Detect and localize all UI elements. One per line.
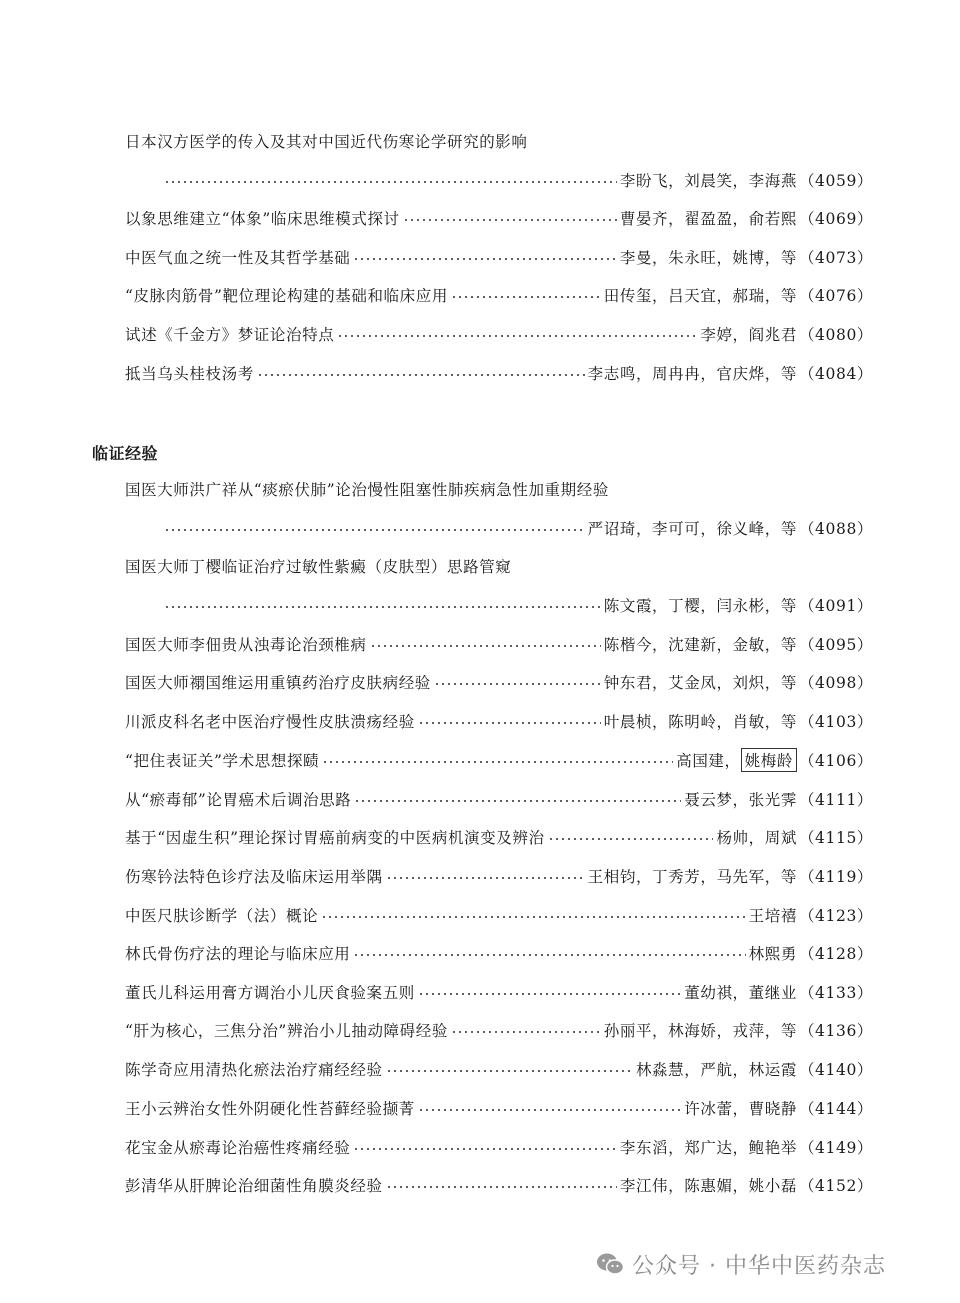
entry-title: “肝为核心，三焦分治”辨治小儿抽动障碍经验	[125, 1022, 448, 1040]
entry-authors: 李婷，阎兆君	[700, 326, 797, 344]
entry-title: 中医气血之统一性及其哲学基础	[125, 249, 351, 267]
entry-title: 林氏骨伤疗法的理论与临床应用	[125, 945, 351, 963]
entry-page: （4069）	[798, 210, 873, 228]
entry-authors: 林淼慧，严航，林运霞	[635, 1061, 797, 1079]
entry-page: （4152）	[798, 1177, 873, 1195]
toc-entry[interactable]	[125, 280, 873, 310]
entry-page: （4106）	[798, 752, 873, 770]
leader-dots	[386, 877, 585, 879]
toc-entry[interactable]	[125, 203, 873, 233]
watermark-text: 公众号 · 中华中医药杂志	[632, 1253, 886, 1279]
entry-title: 彭清华从肝脾论治细菌性角膜炎经验	[125, 1177, 383, 1195]
leader-dots	[321, 916, 745, 918]
entry-page: （4059）	[798, 172, 873, 190]
entry-page: （4076）	[798, 287, 873, 305]
leader-dots	[370, 645, 601, 647]
entry-page: （4136）	[798, 1022, 873, 1040]
leader-dots	[353, 954, 745, 956]
entry-authors: 李江伟，陈惠媚，姚小磊	[619, 1177, 797, 1195]
leader-dots	[353, 258, 616, 260]
leader-dots	[418, 1109, 681, 1111]
leader-dots	[164, 606, 601, 608]
toc-entry[interactable]	[125, 745, 873, 775]
entry-title: 国医大师禤国维运用重镇药治疗皮肤病经验	[125, 674, 431, 692]
toc-entry[interactable]	[125, 706, 873, 736]
leader-dots	[164, 529, 585, 531]
entry-page: （4088）	[798, 520, 873, 538]
toc-entry[interactable]	[125, 1170, 873, 1200]
entry-authors: 李曼，朱永旺，姚博，等	[619, 249, 797, 267]
leader-dots	[322, 761, 673, 763]
entry-authors: 李盼飞，刘晨笑，李海燕	[619, 172, 797, 190]
entry-authors: 林熙勇	[748, 945, 797, 963]
entry-page: （4103）	[798, 713, 873, 731]
entry-page: （4111）	[798, 791, 873, 809]
leader-dots	[418, 722, 601, 724]
toc-entry[interactable]	[125, 861, 873, 891]
toc-entry[interactable]	[125, 1015, 873, 1045]
toc-entry-continuation[interactable]	[161, 165, 873, 195]
watermark	[596, 1246, 886, 1282]
leader-dots	[403, 219, 617, 221]
section-heading: 临证经验	[92, 443, 159, 463]
leader-dots	[386, 1186, 617, 1188]
highlighted-author: 姚梅龄	[741, 748, 797, 772]
toc-entry[interactable]	[125, 1093, 873, 1123]
entry-title: 国医大师洪广祥从“痰瘀伏肺”论治慢性阻塞性肺疾病急性加重期经验	[125, 481, 609, 499]
entry-title: 董氏儿科运用膏方调治小儿厌食验案五则	[125, 984, 415, 1002]
entry-page: （4095）	[798, 636, 873, 654]
entry-title: 以象思维建立“体象”临床思维模式探讨	[125, 210, 400, 228]
entry-authors: 王相钧，丁秀芳，马先军，等	[587, 868, 797, 886]
entry-authors: 杨帅，周斌	[716, 829, 797, 847]
leader-dots	[451, 296, 601, 298]
toc-entry[interactable]	[125, 977, 873, 1007]
leader-dots	[257, 374, 585, 376]
entry-title: 伤寒钤法特色诊疗法及临床运用举隅	[125, 868, 383, 886]
leader-dots	[386, 1070, 633, 1072]
toc-entry[interactable]	[125, 667, 873, 697]
entry-authors: 钟东君，艾金凤，刘炽，等	[603, 674, 797, 692]
entry-page: （4140）	[798, 1061, 873, 1079]
toc-entry[interactable]	[125, 358, 873, 388]
toc-entry[interactable]	[125, 629, 873, 659]
entry-page: （4115）	[798, 829, 873, 847]
leader-dots	[548, 838, 714, 840]
toc-entry-continuation[interactable]	[161, 513, 873, 543]
entry-page: （4123）	[798, 907, 873, 925]
toc-entry[interactable]	[125, 319, 873, 349]
entry-page: （4073）	[798, 249, 873, 267]
toc-entry[interactable]	[125, 1054, 873, 1084]
entry-page: （4144）	[798, 1100, 873, 1118]
entry-authors: 聂云梦，张光霁	[684, 791, 797, 809]
entry-title: 陈学奇应用清热化瘀法治疗痛经经验	[125, 1061, 383, 1079]
entry-title: 中医尺肤诊断学（法）概论	[125, 907, 319, 925]
entry-authors: 王培禧	[748, 907, 797, 925]
entry-title: 从“瘀毒郁”论胃癌术后调治思路	[125, 791, 352, 809]
entry-authors: 董幼祺，董继业	[684, 984, 797, 1002]
toc-entry[interactable]	[125, 784, 873, 814]
entry-page: （4128）	[798, 945, 873, 963]
entry-title: 日本汉方医学的传入及其对中国近代伤寒论学研究的影响	[125, 133, 528, 151]
entry-authors: 陈文霞，丁樱，闫永彬，等	[603, 597, 797, 615]
entry-page: （4084）	[798, 365, 873, 383]
entry-authors: 高国建，	[676, 752, 741, 770]
entry-title: “皮脉肉筋骨”靶位理论构建的基础和临床应用	[125, 287, 448, 305]
leader-dots	[164, 181, 617, 183]
entry-authors: 李东滔，郑广达，鲍艳举	[619, 1139, 797, 1157]
entry-title: 抵当乌头桂枝汤考	[125, 365, 254, 383]
leader-dots	[354, 800, 681, 802]
entry-page: （4119）	[798, 868, 873, 886]
entry-page: （4091）	[798, 597, 873, 615]
toc-entry[interactable]	[125, 242, 873, 272]
toc-entry[interactable]	[125, 1132, 873, 1162]
entry-title: 国医大师李佃贵从浊毒论治颈椎病	[125, 636, 367, 654]
entry-title: 花宝金从瘀毒论治癌性疼痛经验	[125, 1139, 351, 1157]
toc-entry[interactable]	[125, 900, 873, 930]
entry-title: 王小云辨治女性外阴硬化性苔藓经验撷菁	[125, 1100, 415, 1118]
toc-entry-title[interactable]	[125, 126, 528, 156]
toc-entry[interactable]	[125, 822, 873, 852]
leader-dots	[353, 1148, 616, 1150]
entry-authors: 叶晨桢，陈明岭，肖敏，等	[603, 713, 797, 731]
entry-authors: 曹晏齐，翟盈盈，俞若熙	[619, 210, 797, 228]
entry-title: 试述《千金方》梦证论治特点	[125, 326, 335, 344]
leader-dots	[451, 1031, 601, 1033]
entry-authors: 陈楷今，沈建新，金敏，等	[603, 636, 797, 654]
toc-entry-continuation[interactable]	[161, 590, 873, 620]
entry-page: （4149）	[798, 1139, 873, 1157]
entry-page: （4080）	[798, 326, 873, 344]
entry-authors: 许冰蕾，曹晓静	[684, 1100, 797, 1118]
toc-entry[interactable]	[125, 938, 873, 968]
entry-title: 国医大师丁樱临证治疗过敏性紫癜（皮肤型）思路管窥	[125, 558, 512, 576]
entry-title: “把住表证关”学术思想探赜	[125, 752, 320, 770]
leader-dots	[337, 335, 697, 337]
entry-page: （4098）	[798, 674, 873, 692]
toc-entry-title[interactable]	[125, 474, 609, 504]
leader-dots	[418, 993, 681, 995]
entry-authors: 孙丽平，林海娇，戎萍，等	[603, 1022, 797, 1040]
entry-page: （4133）	[798, 984, 873, 1002]
entry-title: 基于“因虚生积”理论探讨胃癌前病变的中医病机演变及辨治	[125, 829, 545, 847]
wechat-logo-icon	[596, 1252, 624, 1276]
entry-authors: 严诏琦，李可可，徐义峰，等	[587, 520, 797, 538]
entry-authors: 李志鸣，周冉冉，官庆烨，等	[587, 365, 797, 383]
entry-title: 川派皮科名老中医治疗慢性皮肤溃疡经验	[125, 713, 415, 731]
toc-entry-title[interactable]	[125, 551, 511, 581]
leader-dots	[434, 683, 601, 685]
entry-authors: 田传玺，吕天宜，郝瑞，等	[603, 287, 797, 305]
